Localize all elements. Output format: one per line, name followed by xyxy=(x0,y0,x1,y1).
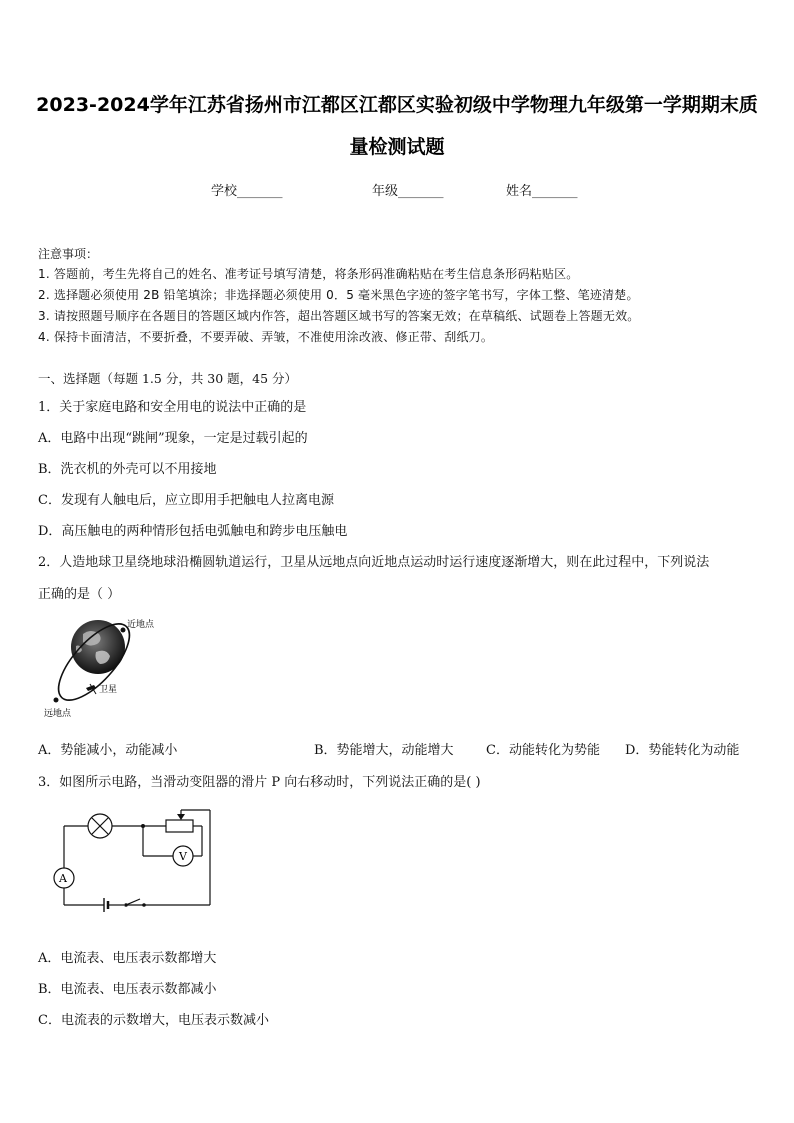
question-1-option-d: D．高压触电的两种情形包括电弧触电和跨步电压触电 xyxy=(38,524,348,539)
battery-icon xyxy=(104,898,108,912)
question-3-option-a: A．电流表、电压表示数都增大 xyxy=(38,951,217,966)
exam-title-line-2: 量检测试题 xyxy=(349,136,445,158)
question-3-option-c: C．电流表的示数增大，电压表示数减小 xyxy=(38,1013,269,1028)
question-2-option-a: A．势能减小，动能减小 xyxy=(38,743,178,758)
perigee-label: 近地点 xyxy=(127,620,155,630)
name-field: 姓名_______ xyxy=(506,184,578,199)
perigee-point xyxy=(121,628,126,633)
satellite-label: 卫星 xyxy=(99,685,118,695)
exam-title xyxy=(30,84,764,168)
question-1-option-b: B．洗衣机的外壳可以不用接地 xyxy=(38,462,217,477)
question-1-option-a: A．电路中出现“跳闸”现象，一定是过载引起的 xyxy=(38,431,308,446)
voltmeter-icon xyxy=(173,846,193,866)
notice-item-1: 1. 答题前，考生先将自己的姓名、准考证号填写清楚，将条形码准确粘贴在考生信息条形码粘贴区。 xyxy=(38,267,579,281)
question-2-option-b: B．势能增大，动能增大 xyxy=(314,743,454,758)
question-2-stem-line-2: 正确的是（ ） xyxy=(38,587,121,602)
notice-item-4: 4. 保持卡面清洁，不要折叠，不要弄破、弄皱，不准使用涂改液、修正带、刮纸刀。 xyxy=(38,330,494,344)
question-3-option-b: B．电流表、电压表示数都减小 xyxy=(38,982,217,997)
question-2-option-d: D．势能转化为动能 xyxy=(625,743,740,758)
rheostat-icon xyxy=(166,810,193,832)
apogee-label: 远地点 xyxy=(44,709,72,719)
question-3-stem: 3．如图所示电路，当滑动变阻器的滑片 P 向右移动时，下列说法正确的是( ) xyxy=(38,775,481,790)
notice-item-3: 3. 请按照题号顺序在各题目的答题区域内作答，超出答题区域书写的答案无效；在草稿纸、试题卷上答题无效。 xyxy=(38,309,640,323)
voltmeter-label: V xyxy=(179,850,187,863)
question-2-option-c: C．动能转化为势能 xyxy=(486,743,600,758)
question-1-stem: 1．关于家庭电路和安全用电的说法中正确的是 xyxy=(38,400,307,415)
question-2-stem-line-1: 2．人造地球卫星绕地球沿椭圆轨道运行，卫星从远地点向近地点运动时运行速度逐渐增大，则在此过程中，下列说法 xyxy=(38,555,710,570)
ammeter-label: A xyxy=(59,872,67,885)
satellite-orbit-figure xyxy=(38,612,178,722)
lamp-icon xyxy=(88,814,112,838)
question-1-option-c: C．发现有人触电后，应立即用手把触电人拉离电源 xyxy=(38,493,334,508)
section-heading: 一、选择题（每题 1.5 分，共 30 题，45 分） xyxy=(38,371,298,386)
grade-field: 年级_______ xyxy=(372,184,444,199)
circuit-diagram xyxy=(48,808,218,913)
notice-item-2: 2. 选择题必须使用 2B 铅笔填涂；非选择题必须使用 0．5 毫米黑色字迹的签字笔书写，字体工整、笔迹清楚。 xyxy=(38,288,639,302)
student-info-row xyxy=(0,180,794,200)
ammeter-icon xyxy=(54,868,74,888)
school-field: 学校_______ xyxy=(211,184,283,199)
apogee-point xyxy=(54,698,59,703)
switch-icon xyxy=(124,899,146,907)
exam-title-line-1: 2023-2024学年江苏省扬州市江都区江都区实验初级中学物理九年级第一学期期末质 xyxy=(36,94,758,116)
notice-heading: 注意事项： xyxy=(38,247,99,261)
